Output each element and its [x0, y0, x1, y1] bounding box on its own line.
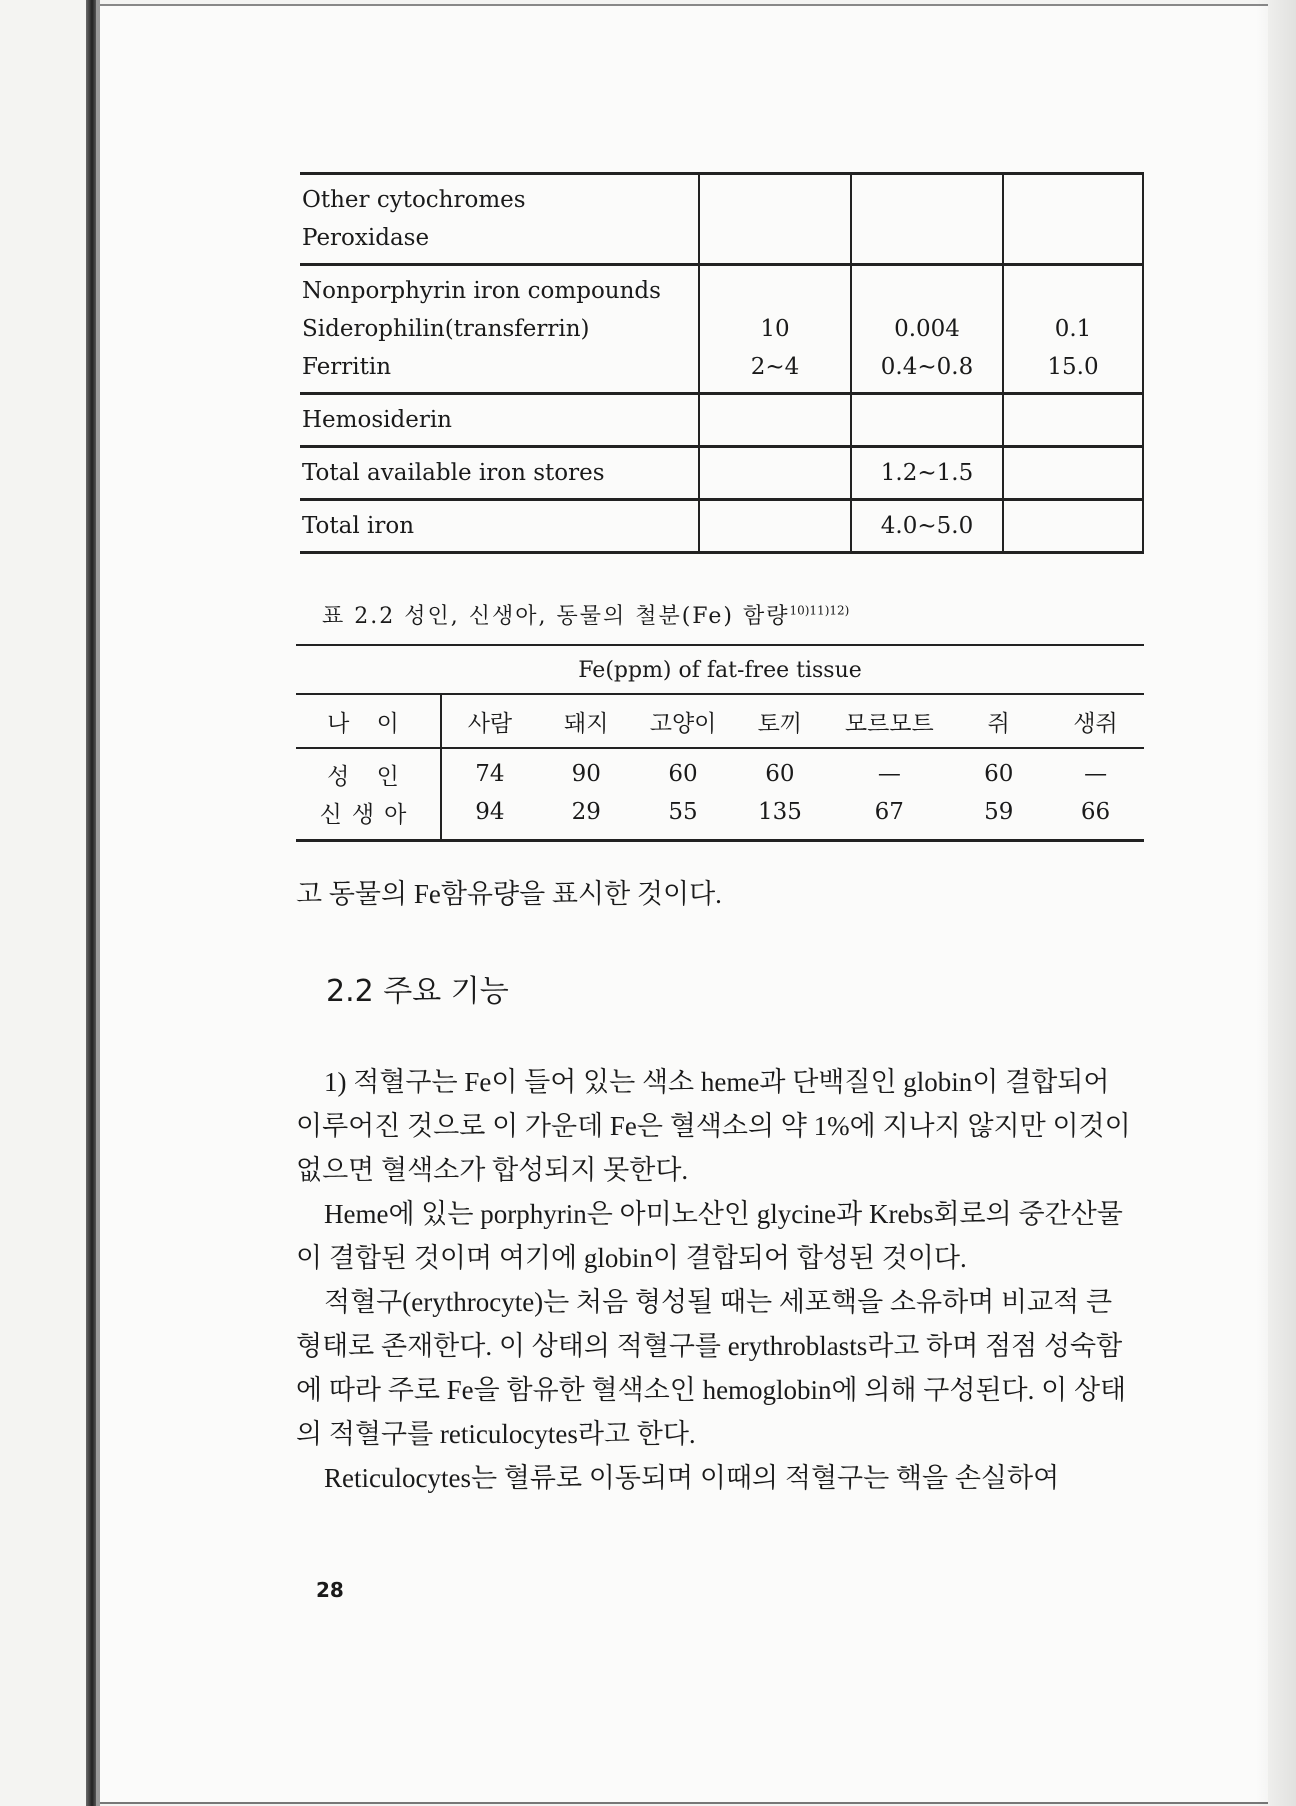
- header-cell: 돼지: [538, 694, 635, 748]
- cell-value: —: [877, 761, 901, 787]
- table-row: [300, 265, 1143, 394]
- table-row: [300, 394, 1143, 447]
- iron-compounds-table: [300, 172, 1144, 554]
- cell-value: 15.0: [1047, 354, 1099, 380]
- paragraph: Reticulocytes는 혈류로 이동되며 이때의 적혈구는 핵을 손실하여: [324, 1463, 1060, 1493]
- cell-value: [852, 272, 1002, 310]
- caption-references: 10)11)12): [789, 603, 850, 618]
- header-cell: 생쥐: [1047, 694, 1144, 748]
- cell-value: 60: [765, 761, 795, 787]
- cell-value: 4.0∼5.0: [880, 513, 974, 539]
- continuation-text: 고 동물의 Fe함유량을 표시한 것이다.: [296, 879, 722, 909]
- table-header-row: [296, 694, 1144, 748]
- header-cell: 고양이: [635, 694, 732, 748]
- cell-value: 1.2∼1.5: [880, 460, 974, 486]
- cell-value: [700, 272, 850, 310]
- cell-value: —: [1084, 761, 1108, 787]
- paragraph: 1) 적혈구는 Fe이 들어 있는 색소 heme과 단백질인 globin이 결합되어 이루어진 것으로 이 가운데 Fe은 혈색소의 약 1%에 지나지 않지만 이것이 없으면 혈색소가 합성되지 못한다.: [296, 1067, 1131, 1185]
- fe-content-table: [296, 644, 1144, 842]
- body-paragraphs: [296, 1060, 1138, 1500]
- cell-value: [700, 507, 850, 545]
- header-cell: 사람: [441, 694, 538, 748]
- paragraph: 적혈구(erythrocyte)는 처음 형성될 때는 세포핵을 소유하며 비교적 큰 형태로 존재한다. 이 상태의 적혈구를 erythroblasts라고 하며 점점 성숙함에 따라 주로 Fe을 함유한 혈색소인 hemoglobin에 의해 구성된다. 이 상태의 적혈구를 reticulocytes라고 한다.: [296, 1287, 1127, 1449]
- cell-value: [700, 454, 850, 492]
- cell-value: 10: [760, 316, 790, 342]
- header-cell: 쥐: [950, 694, 1047, 748]
- paragraph: Heme에 있는 porphyrin은 아미노산인 glycine과 Krebs회로의 중간산물이 결합된 것이며 여기에 globin이 결합되어 합성된 것이다.: [296, 1199, 1123, 1273]
- cell-value: 0.1: [1054, 316, 1092, 342]
- header-cell: 토끼: [731, 694, 828, 748]
- caption-text: 표 2.2 성인, 신생아, 동물의 철분(Fe) 함량: [322, 604, 790, 629]
- row-label: Total available iron stores: [302, 460, 605, 486]
- cell-value: 66: [1047, 793, 1144, 841]
- table-row: [300, 500, 1143, 553]
- cell-value: 94: [441, 793, 538, 841]
- cell-value: 74: [475, 761, 505, 787]
- row-label: Total iron: [302, 513, 415, 539]
- section-heading: 2.2 주요 기능: [326, 974, 509, 1009]
- row-label: 신생아: [296, 793, 441, 841]
- page-edge-shadow: [1256, 0, 1296, 1806]
- table-row: [296, 793, 1144, 841]
- cell-value: 0.004: [894, 316, 960, 342]
- cell-value: [1004, 272, 1142, 310]
- cell-value: 2∼4: [750, 354, 800, 380]
- row-label: Other cytochromes: [302, 187, 526, 213]
- cell-value: 59: [950, 793, 1047, 841]
- cell-value: [1004, 507, 1142, 545]
- row-label: Ferritin: [302, 354, 392, 380]
- table-row: [300, 447, 1143, 500]
- cell-value: 0.4∼0.8: [880, 354, 974, 380]
- row-label: 성 인: [296, 748, 441, 793]
- table-caption: [322, 599, 849, 630]
- cell-value: 55: [635, 793, 732, 841]
- table-title: Fe(ppm) of fat-free tissue: [296, 644, 1144, 693]
- row-label: Peroxidase: [302, 225, 430, 251]
- header-cell: 모르모트: [828, 694, 950, 748]
- row-label: Hemosiderin: [302, 407, 452, 433]
- cell-value: 135: [731, 793, 828, 841]
- cell-value: 67: [828, 793, 950, 841]
- cell-value: 60: [984, 761, 1014, 787]
- page-number: 28: [316, 1578, 344, 1602]
- cell-value: [1004, 454, 1142, 492]
- table-row: [296, 748, 1144, 793]
- row-label: Siderophilin(transferrin): [302, 316, 590, 342]
- cell-value: 90: [571, 761, 601, 787]
- fe-table-grid: [296, 693, 1144, 842]
- table-row: [300, 174, 1143, 265]
- book-binding: [86, 0, 96, 1806]
- cell-value: 60: [668, 761, 698, 787]
- row-label: Nonporphyrin iron compounds: [302, 278, 661, 304]
- cell-value: 29: [538, 793, 635, 841]
- header-cell: 나 이: [296, 694, 441, 748]
